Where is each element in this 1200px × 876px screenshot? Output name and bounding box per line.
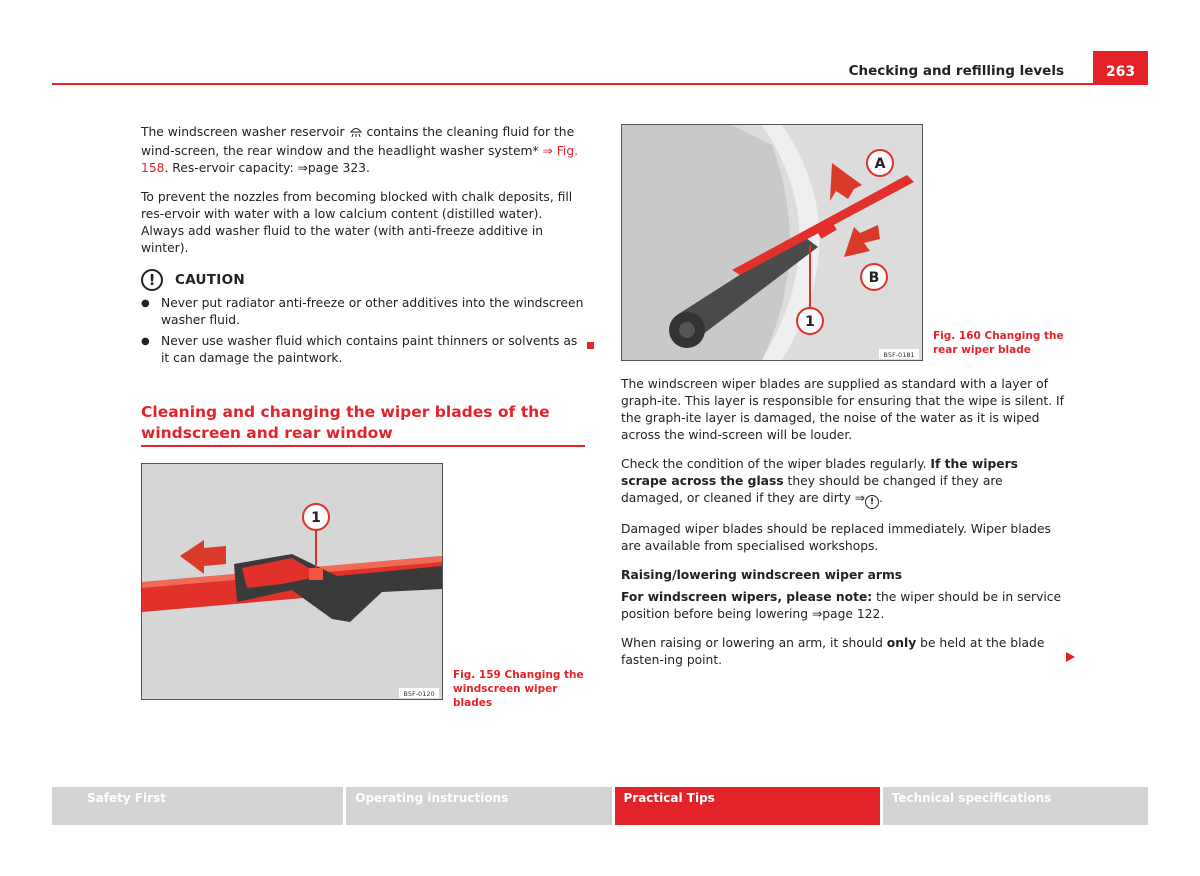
header-rule [52, 83, 1148, 85]
figure-159-callout: 1 [311, 510, 321, 526]
figure-160-callout-a: A [874, 156, 886, 172]
left-column [141, 124, 586, 367]
caution-item-text: Never put radiator anti-freeze or other additives into the windscreen washer fluid. [161, 296, 584, 327]
section-heading: Cleaning and changing the wiper blades of the windscreen and rear window [141, 403, 550, 442]
text-run: Check the condition of the wiper blades regularly. [621, 457, 931, 471]
raising-lowering-subheading: Raising/lowering windscreen wiper arms [621, 568, 903, 582]
text-run-bold: For windscreen wipers, please note: [621, 590, 873, 604]
figure-159-caption: Fig. 159 Changing the windscreen wiper blades [453, 669, 584, 709]
check-condition-paragraph [621, 456, 1067, 509]
caution-heading [141, 269, 586, 291]
text-run: be held at the blade fasten-ing point. [621, 636, 1045, 667]
figure-160-callout-1: 1 [805, 314, 815, 330]
continue-arrow-icon [1066, 652, 1075, 662]
caution-ref-icon[interactable]: ! [865, 495, 879, 509]
header-section-title: Checking and refilling levels [848, 63, 1064, 79]
text-run: they should be changed if they are damaged, or cleaned if they are dirty ⇒ [621, 474, 1003, 505]
figure-160-caption: Fig. 160 Changing the rear wiper blade [933, 330, 1064, 356]
washer-reservoir-icon [349, 126, 363, 143]
caution-item [141, 333, 586, 367]
nozzle-paragraph: To prevent the nozzles from becoming blocked with chalk deposits, fill res-ervoir with water with a low calcium content (distilled water). Always add washer fluid to the water (with anti-freeze additive in winter). [141, 190, 573, 255]
page-number: 263 [1093, 51, 1148, 85]
text-run: The windscreen washer reservoir [141, 125, 349, 139]
right-column [621, 376, 1067, 669]
service-position-paragraph [621, 589, 1067, 623]
figure-160-code: B5F-0181 [883, 351, 915, 359]
figure-159-code: B5F-0120 [403, 690, 435, 698]
text-run: the wiper should be in service position before being lowering ⇒page 122. [621, 590, 1062, 621]
footer-tab-technical-specifications[interactable]: Technical specifications [883, 787, 1148, 825]
footer-nav [52, 787, 1148, 825]
section-end-icon [587, 342, 594, 349]
text-run-bold: If the wipers scrape across the glass [621, 457, 1018, 488]
text-run: . Res-ervoir capacity: ⇒page 323. [164, 161, 370, 175]
figure-160-callout-b: B [868, 270, 880, 286]
text-run: . [879, 491, 884, 505]
washer-reservoir-paragraph [141, 124, 586, 177]
bullet-icon: ● [141, 298, 150, 309]
fig-158-link[interactable]: ⇒ Fig. 158 [141, 144, 579, 175]
footer-tab-operating-instructions[interactable]: Operating instructions [346, 787, 611, 825]
raise-lower-paragraph [621, 635, 1067, 669]
caution-item-text: Never use washer fluid which contains paint thinners or solvents as it can damage the paintwork. [161, 334, 578, 365]
footer-tab-practical-tips[interactable]: Practical Tips [615, 787, 880, 825]
text-run: contains the cleaning fluid for the wind-screen, the rear window and the headlight washer system* [141, 125, 575, 158]
text-run-bold: only [886, 636, 917, 650]
caution-title: CAUTION [175, 272, 246, 288]
footer-tab-safety-first[interactable]: Safety First [52, 787, 343, 825]
graphite-paragraph: The windscreen wiper blades are supplied as standard with a layer of graph-ite. This layer is responsible for ensuring that the wipe is silent. If the graph-ite layer is damaged, the noise of the water as it is wiped across the wind-screen will be louder. [621, 377, 1064, 442]
figure-159-image [141, 463, 443, 700]
figure-160-image [621, 124, 923, 361]
bullet-icon: ● [141, 336, 150, 347]
text-run: When raising or lowering an arm, it should [621, 636, 887, 650]
caution-item [141, 295, 586, 329]
damaged-blades-paragraph: Damaged wiper blades should be replaced immediately. Wiper blades are available from specialised workshops. [621, 522, 1051, 553]
section-rule [141, 445, 585, 447]
caution-icon: ! [141, 269, 163, 291]
